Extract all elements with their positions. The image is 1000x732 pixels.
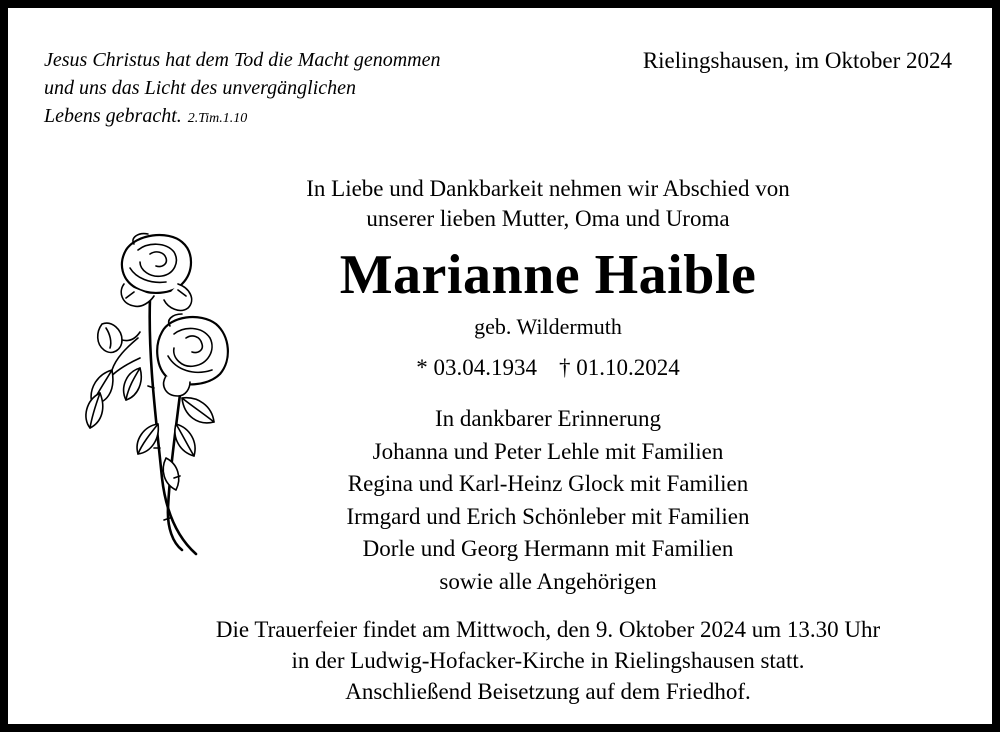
funeral-service-info xyxy=(128,614,968,707)
bible-verse xyxy=(44,46,564,133)
verse-line-text: Lebens gebracht. xyxy=(44,105,182,127)
verse-line: und uns das Licht des unvergänglichen xyxy=(44,77,357,99)
verse-reference: 2.Tim.1.10 xyxy=(187,111,248,126)
verse-line xyxy=(44,102,564,133)
intro-text xyxy=(178,174,918,234)
place-and-date: Rielingshausen, im Oktober 2024 xyxy=(642,48,952,73)
mourner-line: Johanna und Peter Lehle mit Familien xyxy=(372,438,724,464)
mourner-line: Dorle und Georg Hermann mit Familien xyxy=(362,536,734,562)
maiden-name: geb. Wildermuth xyxy=(474,314,622,339)
mourner-line: In dankbarer Erinnerung xyxy=(434,406,662,431)
mourner-line: Irmgard und Erich Schönleber mit Familien xyxy=(346,503,750,529)
intro-line: unserer lieben Mutter, Oma und Uroma xyxy=(366,206,730,231)
deceased-name: Marianne Haible xyxy=(339,244,757,306)
service-line: in der Ludwig-Hofacker-Kirche in Rielingshausen statt. xyxy=(291,648,805,673)
birth-date: * 03.04.1934 xyxy=(416,355,537,380)
life-dates xyxy=(178,352,918,384)
intro-line: In Liebe und Dankbarkeit nehmen wir Abschied von xyxy=(306,176,790,201)
mourners-list xyxy=(178,403,918,599)
mourner-line: sowie alle Angehörigen xyxy=(439,568,657,594)
service-line: Die Trauerfeier findet am Mittwoch, den 9. Oktober 2024 um 13.30 Uhr xyxy=(215,617,881,642)
roses-illustration-icon xyxy=(78,228,248,558)
service-line: Anschließend Beisetzung auf dem Friedhof. xyxy=(345,679,751,704)
verse-line: Jesus Christus hat dem Tod die Macht genommen xyxy=(44,49,441,71)
death-date: † 01.10.2024 xyxy=(559,355,680,380)
mourner-line: Regina und Karl-Heinz Glock mit Familien xyxy=(347,471,749,497)
